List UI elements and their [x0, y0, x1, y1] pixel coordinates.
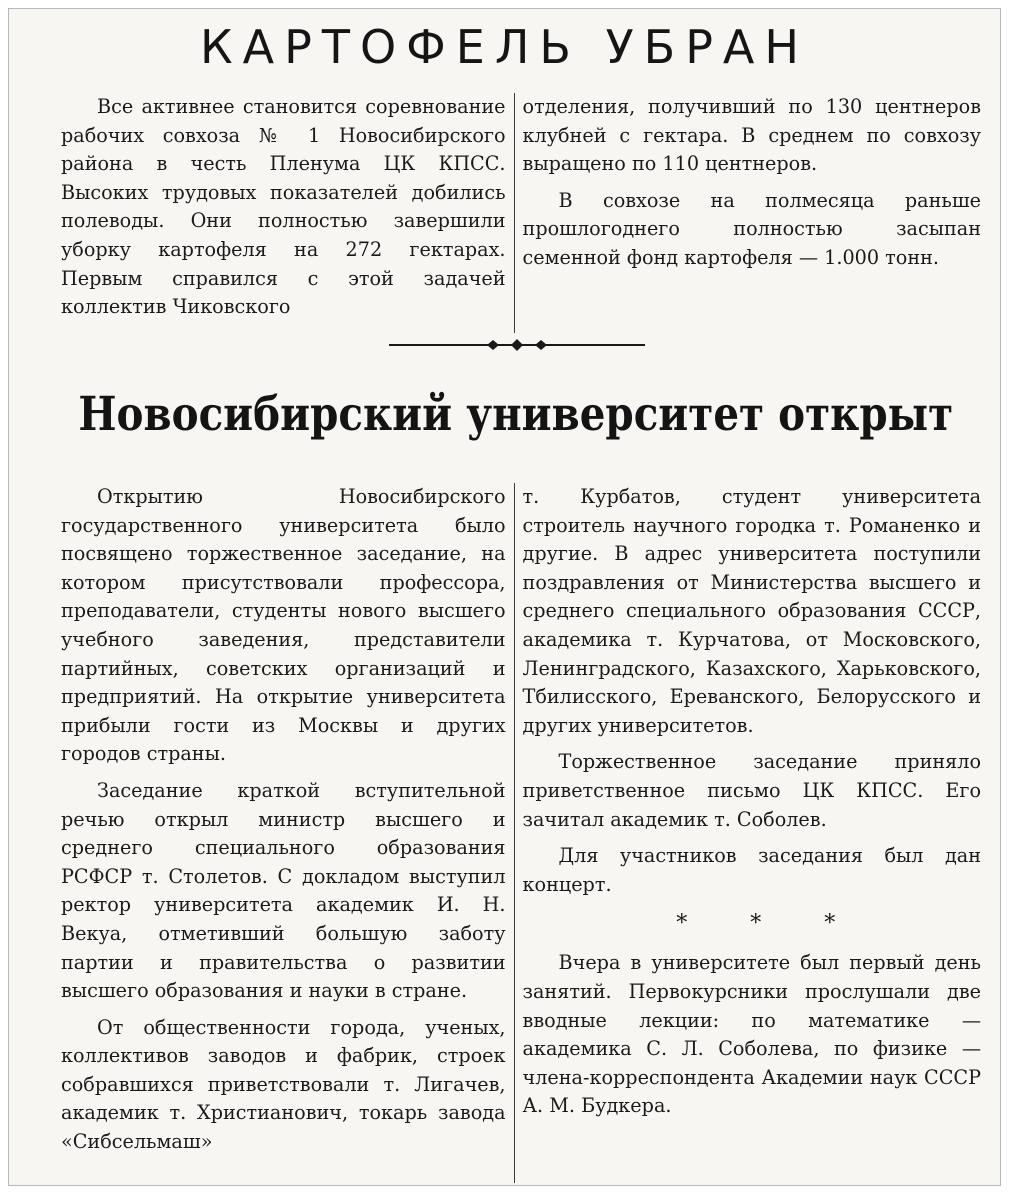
paragraph: Для участников заседания был дан концерт. [522, 844, 982, 896]
article2-column-left [61, 483, 506, 1183]
column-divider [514, 483, 515, 1183]
column-divider [514, 93, 515, 333]
ornamental-divider [389, 339, 645, 351]
section-separator-stars: * * * [676, 911, 864, 937]
paragraph: В совхозе на полмесяца раньше прошлогоднего полностью засыпан семенной фонд картофеля — 1.000 тонн. [522, 188, 982, 269]
headline-potato-harvest: КАРТОФЕЛЬ УБРАН [200, 20, 809, 74]
paragraph: От общественности города, ученых, коллективов заводов и фабрик, строек собравшихся приветствовали т. Лигачев, академик т. Христианович, токарь завода «Сибсельмаш» [61, 1015, 506, 1154]
paragraph: Открытию Новосибирского государственного университета было посвящено торжественное заседание, на котором присутствовали профессора, преподаватели, студенты нового высшего учебного заведения, представители партийных, советских организаций и предприятий. На открытие университета прибыли гости из Москвы и других городов страны. [61, 485, 506, 766]
paragraph: Все активнее становится соревнование рабочих совхоза № 1 Новосибирского района в честь Пленума ЦК КПСС. Высоких трудовых показателей добились полеводы. Они полностью завершили уборку картофеля на 272 гектарах. Первым справился с этой задачей коллектив Чиковского [61, 95, 506, 319]
article-university-opened [61, 483, 981, 1183]
paragraph: Торжественное заседание приняло приветственное письмо ЦК КПСС. Его зачитал академик т. Соболев. [522, 750, 982, 831]
article1-column-right [523, 93, 981, 333]
article1-column-left [61, 93, 506, 333]
paragraph: Заседание краткой вступительной речью открыл министр высшего и среднего специального образования РСФСР т. Столетов. С докладом выступил ректор университета академик И. Н. Векуа, отметивший большую заботу партии и правительства о развитии высшего образования и науки в стране. [61, 778, 506, 1003]
article2-column-right [523, 483, 981, 1183]
headline-university-opened: Новосибирский университет открыт [78, 387, 954, 442]
article-potato-harvest [61, 93, 981, 333]
paragraph: т. Курбатов, студент университета строитель научного городка т. Романенко и другие. В адрес университета поступили поздравления от Министерства высшего и среднего специального образования СССР, академика т. Курчатова, от Московского, Ленинградского, Казахского, Харьковского, Тбилисского, Ереванского, Белорусского и других университетов. [522, 485, 982, 737]
paragraph: отделения, получивший по 130 центнеров клубней с гектара. В среднем по совхозу выращено по 110 центнеров. [522, 95, 982, 176]
paragraph: Вчера в университете был первый день занятий. Первокурсники прослушали две вводные лекции: по математике — академика С. Л. Соболева, по физике — члена-корреспондента Академии наук СССР А. М. Будкера. [522, 951, 982, 1118]
newspaper-page [8, 8, 1001, 1186]
